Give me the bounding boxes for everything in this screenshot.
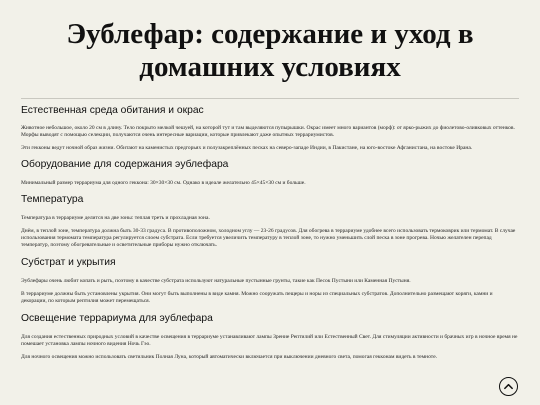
section-lighting	[21, 312, 519, 361]
section-heading: Субстрат и укрытия	[21, 257, 116, 268]
section-heading: Оборудование для содержания эублефара	[21, 159, 229, 170]
article	[21, 0, 519, 361]
chevron-up-icon	[503, 381, 514, 392]
title-divider	[21, 98, 519, 99]
section-paragraph: Для создания естественных природных условий в качестве освещения в террариуме устанавливают лампы Зрение Рептилий или Естественный Свет. Для стимуляции активности и брачных игр в ночное время не помешает установка лампы ночного видения Ночь Гэо.	[21, 334, 518, 347]
section-temperature	[21, 193, 519, 249]
section-paragraph: Эти гекконы ведут ночной образ жизни. Обитают на каменистых предгорьях и полузакреплённых песках на северо-западе Индии, в Пакистане, на юго-востоке Афганистана, на востоке Ирана.	[21, 145, 473, 151]
section-habitat	[21, 104, 519, 152]
section-heading: Освещение террариума для эублефара	[21, 313, 213, 324]
page-title: Эублефар: содержание и уход в домашних условиях	[66, 18, 474, 83]
section-heading: Естественная среда обитания и окрас	[21, 105, 204, 116]
section-substrate	[21, 256, 519, 305]
section-paragraph: Животное небольшое, около 20 см в длину. Тело покрыто мелкой чешуей, на которой тут и там выделяются пупырышки. Окрас имеет много вариантов (морф): от ярко-рыжих до фиолетово-оливковых оттенков. Морфы выводят с помощью селекции, получаются очень интересные вариации, которые привлекают даже опытных террариумистов.	[21, 125, 515, 138]
section-equipment	[21, 158, 519, 187]
section-paragraph: Эублефары очень любит копать и рыть, поэтому в качестве субстрата используют натуральные пустынные грунты, такие как Песок Пустыни или Каменная Пустыня.	[21, 278, 411, 284]
section-paragraph: Днём, в теплой зоне, температура должна быть 30-33 градуса. В противоположном, холодном углу — 23-26 градусов. Для обогрева в террариуме удобнее всего использовать термоковрик или термомат. В случае использования термомата температура регулируется слоем субстрата. Если требуется увеличить температуру в теплой зоне, то нужно уменьшить слой песка в зоне прогрева. Ночью желателен перепад температур, поэтому обогревательные и осветительные приборы нужно отключать.	[21, 228, 516, 248]
section-paragraph: Минимальный размер террариума для одного геккона: 30×30×30 см. Однако в идеале желательно 45×45×30 см и больше.	[21, 180, 306, 186]
section-heading: Температура	[21, 194, 84, 205]
section-paragraph: В террариуме должны быть установлены укрытия. Они могут быть выполнены в виде камня. Можно сооружать пещеры и норы из специальных субстратов. Дополнительно размещают коряги, камни и декорации, по которым рептилия может перемещаться.	[21, 291, 493, 304]
section-paragraph: Для ночного освещения можно использовать светильник Полная Луна, который автоматически включается при выключении дневного света, помогая гекконам видеть в темноте.	[21, 354, 438, 360]
section-paragraph: Температура в террариуме делится на две зоны: теплая треть и прохладная зона.	[21, 215, 210, 221]
scroll-to-top-button[interactable]	[499, 377, 518, 396]
